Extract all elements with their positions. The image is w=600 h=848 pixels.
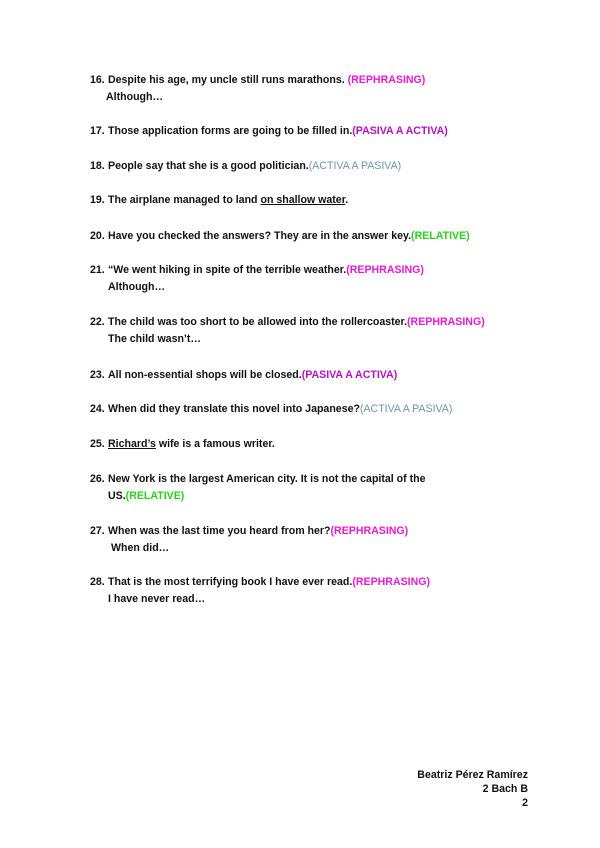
- item-text: The airplane managed to land: [108, 194, 261, 206]
- item-tag: (RELATIVE): [411, 230, 470, 242]
- item-text: Those application forms are going to be filled in.: [108, 125, 353, 137]
- item-tag: (REPHRASING): [330, 525, 409, 537]
- underlined-phrase: Richard’s: [108, 438, 156, 450]
- exercise-24: [90, 401, 530, 418]
- item-number: 23.: [90, 369, 105, 381]
- exercise-22: [90, 314, 530, 348]
- item-tag: (RELATIVE): [125, 490, 185, 502]
- exercise-26: [90, 471, 530, 505]
- exercise-17: [90, 123, 530, 140]
- author-name: Beatriz Pérez Ramírez: [417, 769, 528, 781]
- item-number: 20.: [90, 230, 105, 242]
- exercise-18: [90, 158, 530, 175]
- exercise-19: [90, 192, 530, 209]
- exercise-28: [90, 574, 530, 608]
- item-text: wife is a famous writer.: [155, 438, 275, 450]
- item-text-end: .: [345, 194, 349, 206]
- item-number: 18.: [90, 160, 105, 172]
- item-tag: (ACTIVA A PASIVA): [308, 160, 402, 172]
- item-number: 28.: [90, 576, 105, 588]
- item-prompt: I have never read…: [108, 593, 206, 605]
- item-prompt: Although…: [108, 281, 166, 293]
- item-tag: (REPHRASING): [346, 264, 424, 276]
- item-text: When was the last time you heard from her?: [108, 525, 331, 537]
- item-tag: (REPHRASING): [347, 74, 426, 86]
- item-number: 19.: [90, 194, 105, 206]
- item-tag: (ACTIVA A PASIVA): [359, 403, 453, 415]
- item-prompt: The child wasn’t…: [108, 333, 202, 345]
- item-tag: (PASIVA A ACTIVA): [301, 369, 398, 381]
- item-number: 16.: [90, 74, 105, 86]
- page-footer: [417, 768, 528, 810]
- item-text: When did they translate this novel into Japanese?: [108, 403, 360, 415]
- exercise-20: [90, 228, 530, 245]
- underlined-phrase: on shallow water: [260, 194, 346, 206]
- item-tag: (REPHRASING): [352, 576, 431, 588]
- item-text: New York is the largest American city. It is not the capital of the: [108, 473, 426, 485]
- item-tag: (REPHRASING): [407, 316, 485, 328]
- item-number: 21.: [90, 264, 105, 276]
- exercise-23: [90, 367, 530, 384]
- item-text: All non-essential shops will be closed.: [108, 369, 302, 381]
- page-number: 2: [522, 797, 528, 809]
- item-number: 26.: [90, 473, 105, 485]
- item-text: That is the most terrifying book I have ever read.: [108, 576, 353, 588]
- item-tag: (PASIVA A ACTIVA): [352, 125, 448, 137]
- item-number: 17.: [90, 125, 105, 137]
- item-text: Have you checked the answers? They are in the answer key.: [108, 230, 412, 242]
- item-prompt: When did…: [111, 542, 170, 554]
- exercise-25: [90, 436, 530, 453]
- exercise-16: [90, 72, 530, 106]
- item-text: Despite his age, my uncle still runs marathons.: [108, 74, 345, 86]
- item-text-continued: US.(RELATIVE): [108, 490, 185, 502]
- exercise-27: [90, 523, 530, 557]
- exercise-21: [90, 262, 530, 296]
- item-prompt: Although…: [106, 91, 164, 103]
- item-number: 24.: [90, 403, 105, 415]
- item-number: 22.: [90, 316, 105, 328]
- item-text: The child was too short to be allowed into the rollercoaster.: [108, 316, 408, 328]
- item-number: 27.: [90, 525, 105, 537]
- item-number: 25.: [90, 438, 105, 450]
- item-text: “We went hiking in spite of the terrible weather.: [108, 264, 347, 276]
- item-text: People say that she is a good politician.: [108, 160, 309, 172]
- class-label: 2 Bach B: [482, 783, 528, 795]
